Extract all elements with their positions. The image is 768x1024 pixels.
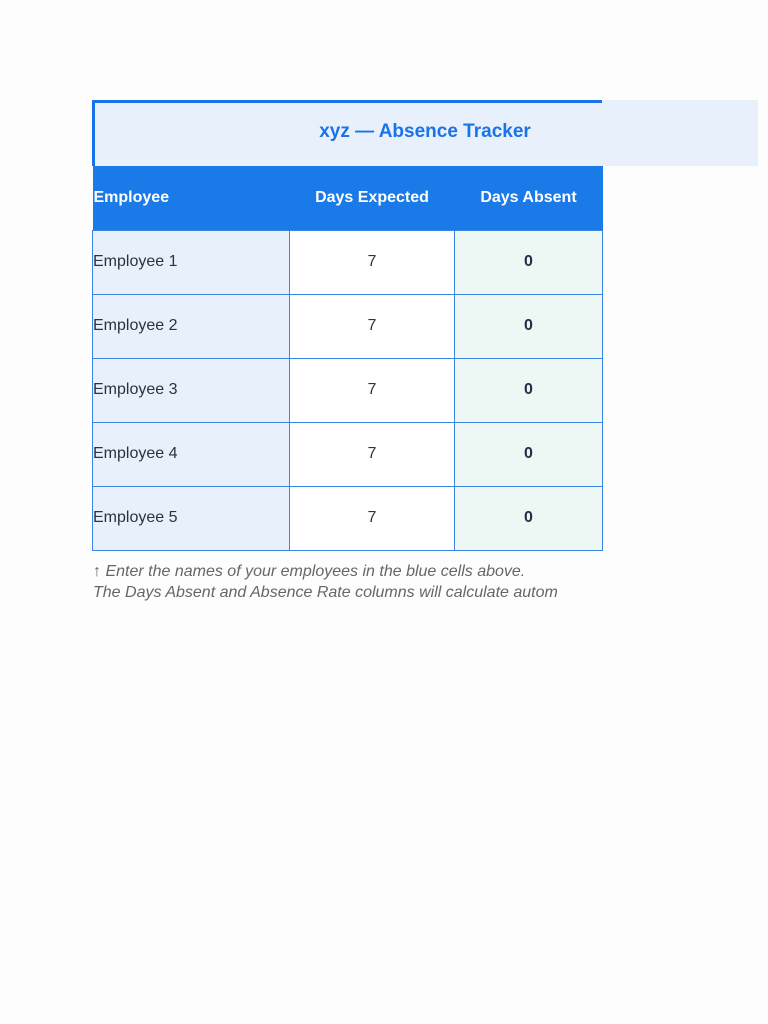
days-absent-cell[interactable]: 0 — [455, 230, 603, 294]
table-row — [93, 358, 603, 422]
absence-table — [92, 166, 603, 551]
days-expected-cell[interactable]: 7 — [290, 486, 455, 550]
days-absent-cell[interactable]: 0 — [455, 358, 603, 422]
up-arrow-icon: ↑ — [93, 563, 101, 580]
header-days-expected[interactable]: Days Expected — [290, 166, 455, 230]
days-expected-cell[interactable]: 7 — [290, 230, 455, 294]
days-expected-cell[interactable]: 7 — [290, 422, 455, 486]
table-row — [93, 486, 603, 550]
table-row — [93, 230, 603, 294]
header-days-absent[interactable]: Days Absent — [455, 166, 603, 230]
employee-name-cell[interactable]: Employee 3 — [93, 358, 290, 422]
header-row — [93, 166, 603, 230]
header-employee[interactable]: Employee — [93, 166, 290, 230]
instructions-line-1 — [93, 561, 602, 582]
days-absent-cell[interactable]: 0 — [455, 294, 603, 358]
employee-name-cell[interactable]: Employee 1 — [93, 230, 290, 294]
employee-name-cell[interactable]: Employee 4 — [93, 422, 290, 486]
table-row — [93, 422, 603, 486]
employee-name-cell[interactable]: Employee 2 — [93, 294, 290, 358]
tracker-title: xyz — Absence Tracker — [319, 121, 531, 142]
days-expected-cell[interactable]: 7 — [290, 294, 455, 358]
instructions-text-1: Enter the names of your employees in the blue cells above. — [105, 563, 526, 580]
employee-name-cell[interactable]: Employee 5 — [93, 486, 290, 550]
instructions-note — [93, 561, 602, 603]
days-expected-cell[interactable]: 7 — [290, 358, 455, 422]
instructions-line-2: The Days Absent and Absence Rate columns will calculate autom — [93, 584, 558, 601]
days-absent-cell[interactable]: 0 — [455, 422, 603, 486]
table-row — [93, 294, 603, 358]
days-absent-cell[interactable]: 0 — [455, 486, 603, 550]
